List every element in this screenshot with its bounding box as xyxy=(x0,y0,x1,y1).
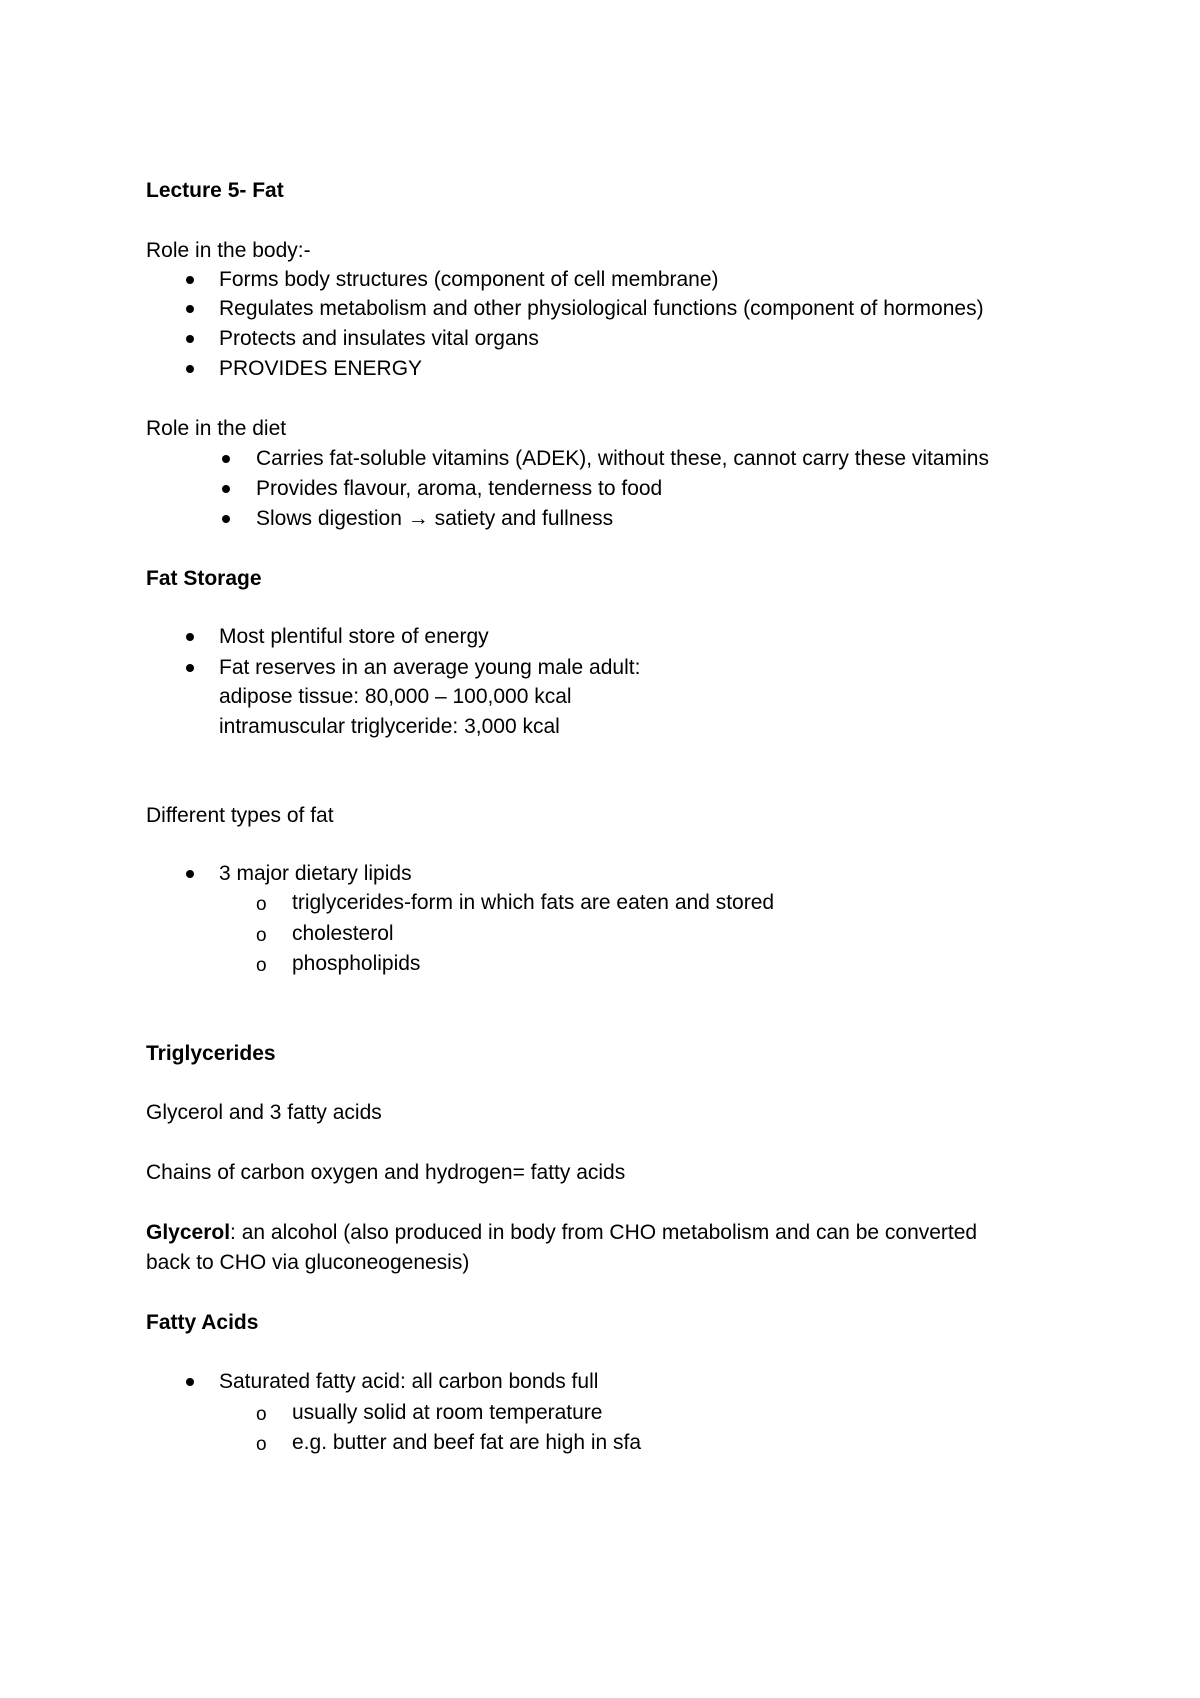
list-item: Provides flavour, aroma, tenderness to food xyxy=(256,477,663,500)
hollow-bullet-icon: o xyxy=(256,925,267,946)
glycerol-text: : an alcohol (also produced in body from CHO metabolism and can be converted xyxy=(230,1221,978,1244)
list-item: Regulates metabolism and other physiological functions (component of hormones) xyxy=(219,297,984,320)
bullet-icon xyxy=(186,305,194,313)
list-item-continuation: intramuscular triglyceride: 3,000 kcal xyxy=(219,715,560,738)
bullet-icon xyxy=(186,664,194,672)
bullet-icon xyxy=(222,485,230,493)
bullet-icon xyxy=(186,1378,194,1386)
list-item: Slows digestion → satiety and fullness xyxy=(256,507,614,530)
list-item: PROVIDES ENERGY xyxy=(219,357,423,380)
list-item: Protects and insulates vital organs xyxy=(219,327,539,350)
sub-list-item: phospholipids xyxy=(292,952,421,975)
list-item: Saturated fatty acid: all carbon bonds full xyxy=(219,1370,599,1393)
fatty-acids-heading: Fatty Acids xyxy=(146,1311,259,1334)
bullet-icon xyxy=(186,335,194,343)
lecture-title: Lecture 5- Fat xyxy=(146,179,284,202)
hollow-bullet-icon: o xyxy=(256,1434,267,1455)
hollow-bullet-icon: o xyxy=(256,955,267,976)
diet-role-heading: Role in the diet xyxy=(146,417,287,440)
triglycerides-heading: Triglycerides xyxy=(146,1042,276,1065)
types-heading: Different types of fat xyxy=(146,804,334,827)
sub-list-item: e.g. butter and beef fat are high in sfa xyxy=(292,1431,642,1454)
glycerol-label: Glycerol xyxy=(146,1221,231,1244)
bullet-icon xyxy=(186,276,194,284)
paragraph: Glycerol and 3 fatty acids xyxy=(146,1101,382,1124)
bullet-icon xyxy=(186,633,194,641)
bullet-icon xyxy=(222,515,230,523)
paragraph: Chains of carbon oxygen and hydrogen= fatty acids xyxy=(146,1161,626,1184)
list-item: Carries fat-soluble vitamins (ADEK), without these, cannot carry these vitamins xyxy=(256,447,989,470)
list-item: 3 major dietary lipids xyxy=(219,862,412,885)
sub-list-item: usually solid at room temperature xyxy=(292,1401,603,1424)
body-role-heading: Role in the body:- xyxy=(146,239,311,262)
glycerol-paragraph-line-2: back to CHO via gluconeogenesis) xyxy=(146,1251,470,1274)
sub-list-item: cholesterol xyxy=(292,922,394,945)
bullet-icon xyxy=(222,455,230,463)
bullet-icon xyxy=(186,365,194,373)
list-item-continuation: adipose tissue: 80,000 – 100,000 kcal xyxy=(219,685,572,708)
list-item: Forms body structures (component of cell membrane) xyxy=(219,268,719,291)
glycerol-paragraph-line-1 xyxy=(146,1220,977,1246)
list-item: Most plentiful store of energy xyxy=(219,625,489,648)
fat-storage-heading: Fat Storage xyxy=(146,567,262,590)
hollow-bullet-icon: o xyxy=(256,1404,267,1425)
list-item: Fat reserves in an average young male adult: xyxy=(219,656,641,679)
hollow-bullet-icon: o xyxy=(256,894,267,915)
bullet-icon xyxy=(186,870,194,878)
sub-list-item: triglycerides-form in which fats are eaten and stored xyxy=(292,891,775,914)
